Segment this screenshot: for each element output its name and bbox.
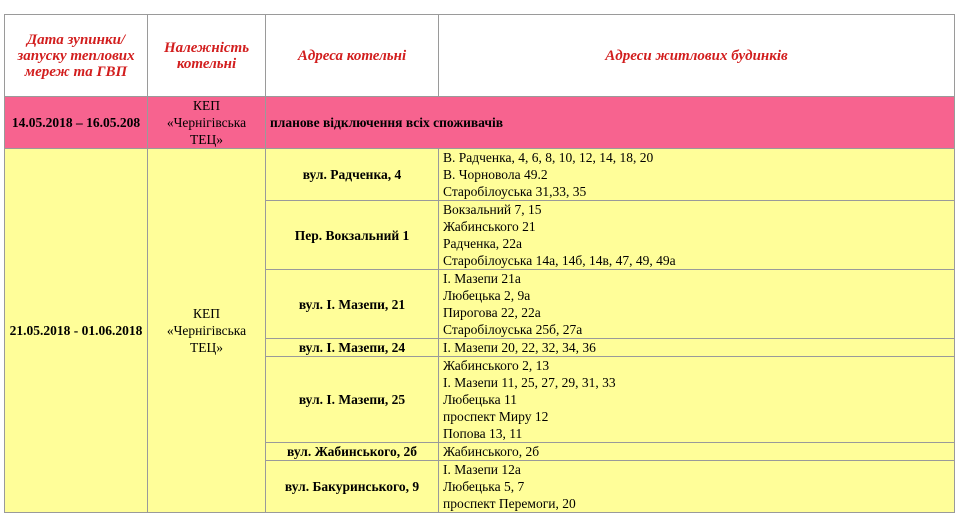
house-addresses bbox=[439, 357, 955, 443]
house-address-line: І. Мазепи 11, 25, 27, 29, 31, 33 bbox=[443, 375, 616, 390]
boiler-address: вул. Радченка, 4 bbox=[266, 149, 439, 201]
header-house-addresses: Адреси житлових будинків bbox=[439, 15, 955, 97]
house-address-line: Жабинського 21 bbox=[443, 219, 536, 234]
full-shutdown-row bbox=[5, 97, 955, 149]
house-addresses bbox=[439, 461, 955, 513]
full-shutdown-owner: КЕП «Чернігівська ТЕЦ» bbox=[148, 97, 266, 149]
house-address-line: І. Мазепи 12а bbox=[443, 462, 521, 477]
header-boiler-address: Адреса котельні bbox=[266, 15, 439, 97]
boiler-address: вул. Жабинського, 2б bbox=[266, 443, 439, 461]
house-address-line: І. Мазепи 21а bbox=[443, 271, 521, 286]
header-owner: Належність котельні bbox=[148, 15, 266, 97]
boiler-address: вул. Бакуринського, 9 bbox=[266, 461, 439, 513]
house-addresses bbox=[439, 443, 955, 461]
boiler-row bbox=[5, 149, 955, 201]
house-address-line: Пирогова 22, 22а bbox=[443, 305, 541, 320]
house-addresses bbox=[439, 270, 955, 339]
full-shutdown-date: 14.05.2018 – 16.05.208 bbox=[5, 97, 148, 149]
house-address-line: Любецька 2, 9а bbox=[443, 288, 531, 303]
header-date: Дата зупинки/запуску теплових мереж та ГВП bbox=[5, 15, 148, 97]
header-row bbox=[5, 15, 955, 97]
schedule-table bbox=[4, 14, 955, 513]
house-address-line: І. Мазепи 20, 22, 32, 34, 36 bbox=[443, 340, 596, 355]
house-address-line: проспект Миру 12 bbox=[443, 409, 549, 424]
house-address-line: В. Радченка, 4, 6, 8, 10, 12, 14, 18, 20 bbox=[443, 150, 654, 165]
house-addresses bbox=[439, 339, 955, 357]
boiler-group bbox=[5, 149, 955, 513]
house-addresses bbox=[439, 201, 955, 270]
house-address-line: Старобілоуська 31,33, 35 bbox=[443, 184, 587, 199]
house-address-line: Любецька 5, 7 bbox=[443, 479, 525, 494]
full-shutdown-note: планове відключення всіх споживачів bbox=[266, 97, 955, 149]
house-address-line: В. Чорновола 49.2 bbox=[443, 167, 548, 182]
boiler-address: вул. І. Мазепи, 21 bbox=[266, 270, 439, 339]
group-owner: КЕП «Чернігівська ТЕЦ» bbox=[148, 149, 266, 513]
house-address-line: Старобілоуська 25б, 27а bbox=[443, 322, 583, 337]
house-address-line: Жабинського 2, 13 bbox=[443, 358, 550, 373]
house-address-line: проспект Перемоги, 20 bbox=[443, 496, 576, 511]
house-address-line: Жабинського, 2б bbox=[443, 444, 540, 459]
house-address-line: Вокзальний 7, 15 bbox=[443, 202, 542, 217]
group-date: 21.05.2018 - 01.06.2018 bbox=[5, 149, 148, 513]
boiler-address: вул. І. Мазепи, 24 bbox=[266, 339, 439, 357]
house-address-line: Любецька 11 bbox=[443, 392, 518, 407]
house-address-line: Старобілоуська 14а, 14б, 14в, 47, 49, 49а bbox=[443, 253, 676, 268]
boiler-address: вул. І. Мазепи, 25 bbox=[266, 357, 439, 443]
boiler-address: Пер. Вокзальний 1 bbox=[266, 201, 439, 270]
house-address-line: Попова 13, 11 bbox=[443, 426, 523, 441]
house-addresses bbox=[439, 149, 955, 201]
house-address-line: Радченка, 22а bbox=[443, 236, 522, 251]
